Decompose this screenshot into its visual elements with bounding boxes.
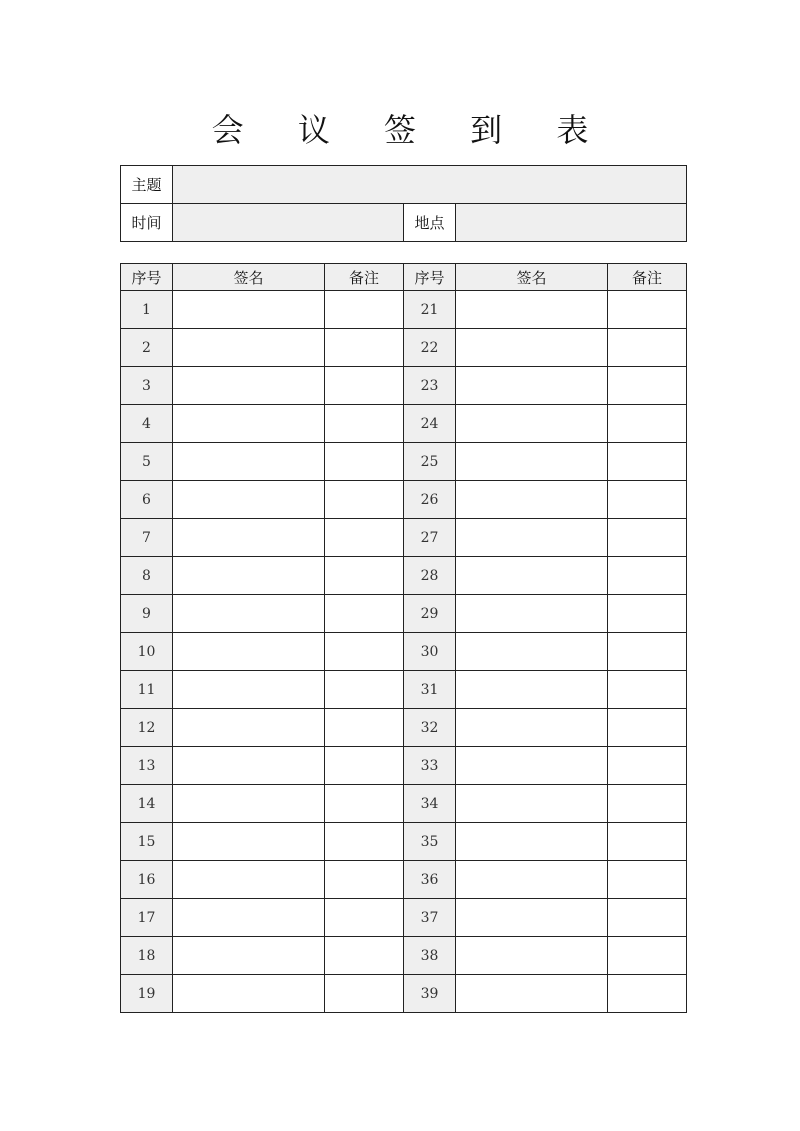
- row-number-left: 9: [121, 595, 173, 633]
- signature-cell-right[interactable]: [456, 785, 608, 823]
- signature-cell-right[interactable]: [456, 367, 608, 405]
- table-row: [121, 785, 687, 823]
- header-seq-left: 序号: [121, 264, 173, 291]
- remark-cell-left[interactable]: [325, 709, 404, 747]
- remark-cell-right[interactable]: [608, 975, 687, 1013]
- time-label: 时间: [121, 204, 173, 242]
- row-number-left: 2: [121, 329, 173, 367]
- remark-cell-left[interactable]: [325, 443, 404, 481]
- signature-cell-left[interactable]: [173, 671, 325, 709]
- table-row: [121, 329, 687, 367]
- signature-cell-right[interactable]: [456, 823, 608, 861]
- remark-cell-left[interactable]: [325, 595, 404, 633]
- signature-cell-left[interactable]: [173, 329, 325, 367]
- row-number-right: 34: [404, 785, 456, 823]
- row-number-left: 18: [121, 937, 173, 975]
- row-number-left: 15: [121, 823, 173, 861]
- table-row: [121, 595, 687, 633]
- place-field[interactable]: [456, 204, 687, 242]
- row-number-left: 14: [121, 785, 173, 823]
- header-signature-right: 签名: [456, 264, 608, 291]
- row-number-right: 31: [404, 671, 456, 709]
- signature-cell-right[interactable]: [456, 747, 608, 785]
- signature-cell-right[interactable]: [456, 671, 608, 709]
- row-number-left: 17: [121, 899, 173, 937]
- remark-cell-right[interactable]: [608, 329, 687, 367]
- remark-cell-right[interactable]: [608, 861, 687, 899]
- row-number-left: 5: [121, 443, 173, 481]
- meeting-info-table: [120, 165, 687, 242]
- remark-cell-right[interactable]: [608, 671, 687, 709]
- header-row: [121, 264, 687, 291]
- signature-cell-right[interactable]: [456, 861, 608, 899]
- remark-cell-right[interactable]: [608, 937, 687, 975]
- signature-cell-right[interactable]: [456, 481, 608, 519]
- remark-cell-right[interactable]: [608, 785, 687, 823]
- row-number-right: 29: [404, 595, 456, 633]
- row-number-left: 16: [121, 861, 173, 899]
- row-number-right: 22: [404, 329, 456, 367]
- remark-cell-left[interactable]: [325, 633, 404, 671]
- table-row: [121, 633, 687, 671]
- remark-cell-right[interactable]: [608, 443, 687, 481]
- row-number-right: 38: [404, 937, 456, 975]
- row-number-left: 4: [121, 405, 173, 443]
- row-number-right: 27: [404, 519, 456, 557]
- signature-cell-left[interactable]: [173, 481, 325, 519]
- signature-cell-right[interactable]: [456, 975, 608, 1013]
- table-row: [121, 937, 687, 975]
- signature-cell-left[interactable]: [173, 785, 325, 823]
- row-number-right: 24: [404, 405, 456, 443]
- remark-cell-left[interactable]: [325, 899, 404, 937]
- remark-cell-left[interactable]: [325, 861, 404, 899]
- signature-cell-right[interactable]: [456, 557, 608, 595]
- table-row: [121, 443, 687, 481]
- page-title: 会 议 签 到 表: [211, 111, 611, 149]
- row-number-right: 37: [404, 899, 456, 937]
- place-label: 地点: [404, 204, 456, 242]
- remark-cell-left[interactable]: [325, 291, 404, 329]
- signature-cell-left[interactable]: [173, 595, 325, 633]
- sign-in-rows: [121, 291, 687, 1013]
- row-number-right: 25: [404, 443, 456, 481]
- row-number-right: 32: [404, 709, 456, 747]
- row-number-left: 7: [121, 519, 173, 557]
- row-number-right: 21: [404, 291, 456, 329]
- row-number-left: 12: [121, 709, 173, 747]
- signature-cell-left[interactable]: [173, 405, 325, 443]
- remark-cell-right[interactable]: [608, 405, 687, 443]
- table-row: [121, 481, 687, 519]
- remark-cell-left[interactable]: [325, 823, 404, 861]
- row-number-right: 26: [404, 481, 456, 519]
- remark-cell-right[interactable]: [608, 291, 687, 329]
- signature-cell-left[interactable]: [173, 633, 325, 671]
- signature-cell-left[interactable]: [173, 557, 325, 595]
- signature-cell-left[interactable]: [173, 937, 325, 975]
- remark-cell-left[interactable]: [325, 975, 404, 1013]
- time-field[interactable]: [173, 204, 404, 242]
- signature-cell-left[interactable]: [173, 747, 325, 785]
- signature-cell-right[interactable]: [456, 595, 608, 633]
- remark-cell-right[interactable]: [608, 747, 687, 785]
- row-number-left: 13: [121, 747, 173, 785]
- signature-cell-right[interactable]: [456, 405, 608, 443]
- row-number-left: 11: [121, 671, 173, 709]
- signature-cell-left[interactable]: [173, 367, 325, 405]
- remark-cell-left[interactable]: [325, 481, 404, 519]
- remark-cell-left[interactable]: [325, 671, 404, 709]
- remark-cell-left[interactable]: [325, 557, 404, 595]
- remark-cell-right[interactable]: [608, 595, 687, 633]
- remark-cell-left[interactable]: [325, 519, 404, 557]
- row-number-left: 6: [121, 481, 173, 519]
- topic-field[interactable]: [173, 166, 687, 204]
- remark-cell-left[interactable]: [325, 785, 404, 823]
- time-place-row: [121, 204, 687, 242]
- topic-label: 主题: [121, 166, 173, 204]
- remark-cell-right[interactable]: [608, 367, 687, 405]
- signature-cell-left[interactable]: [173, 861, 325, 899]
- table-row: [121, 519, 687, 557]
- header-seq-right: 序号: [404, 264, 456, 291]
- remark-cell-right[interactable]: [608, 557, 687, 595]
- signature-cell-left[interactable]: [173, 519, 325, 557]
- table-row: [121, 557, 687, 595]
- table-row: [121, 975, 687, 1013]
- signature-cell-left[interactable]: [173, 443, 325, 481]
- row-number-right: 30: [404, 633, 456, 671]
- row-number-left: 8: [121, 557, 173, 595]
- remark-cell-right[interactable]: [608, 709, 687, 747]
- row-number-right: 39: [404, 975, 456, 1013]
- signature-cell-right[interactable]: [456, 937, 608, 975]
- row-number-left: 10: [121, 633, 173, 671]
- remark-cell-left[interactable]: [325, 747, 404, 785]
- table-row: [121, 405, 687, 443]
- table-row: [121, 823, 687, 861]
- topic-row: [121, 166, 687, 204]
- remark-cell-left[interactable]: [325, 367, 404, 405]
- signature-cell-right[interactable]: [456, 709, 608, 747]
- signature-cell-right[interactable]: [456, 329, 608, 367]
- remark-cell-left[interactable]: [325, 937, 404, 975]
- remark-cell-right[interactable]: [608, 519, 687, 557]
- row-number-left: 1: [121, 291, 173, 329]
- signature-cell-left[interactable]: [173, 709, 325, 747]
- row-number-right: 28: [404, 557, 456, 595]
- remark-cell-right[interactable]: [608, 823, 687, 861]
- row-number-left: 3: [121, 367, 173, 405]
- remark-cell-right[interactable]: [608, 899, 687, 937]
- signature-cell-left[interactable]: [173, 899, 325, 937]
- row-number-right: 35: [404, 823, 456, 861]
- remark-cell-left[interactable]: [325, 329, 404, 367]
- signature-cell-left[interactable]: [173, 291, 325, 329]
- header-remark-left: 备注: [325, 264, 404, 291]
- remark-cell-right[interactable]: [608, 481, 687, 519]
- row-number-right: 23: [404, 367, 456, 405]
- remark-cell-left[interactable]: [325, 405, 404, 443]
- signature-cell-left[interactable]: [173, 975, 325, 1013]
- remark-cell-right[interactable]: [608, 633, 687, 671]
- signature-cell-right[interactable]: [456, 633, 608, 671]
- sign-in-table: [120, 263, 687, 1013]
- row-number-left: 19: [121, 975, 173, 1013]
- table-row: [121, 291, 687, 329]
- header-signature-left: 签名: [173, 264, 325, 291]
- signature-cell-right[interactable]: [456, 291, 608, 329]
- signature-cell-left[interactable]: [173, 823, 325, 861]
- table-row: [121, 709, 687, 747]
- table-row: [121, 671, 687, 709]
- row-number-right: 33: [404, 747, 456, 785]
- table-row: [121, 367, 687, 405]
- signature-cell-right[interactable]: [456, 899, 608, 937]
- table-row: [121, 861, 687, 899]
- row-number-right: 36: [404, 861, 456, 899]
- table-row: [121, 747, 687, 785]
- table-row: [121, 899, 687, 937]
- signature-cell-right[interactable]: [456, 519, 608, 557]
- signature-cell-right[interactable]: [456, 443, 608, 481]
- header-remark-right: 备注: [608, 264, 687, 291]
